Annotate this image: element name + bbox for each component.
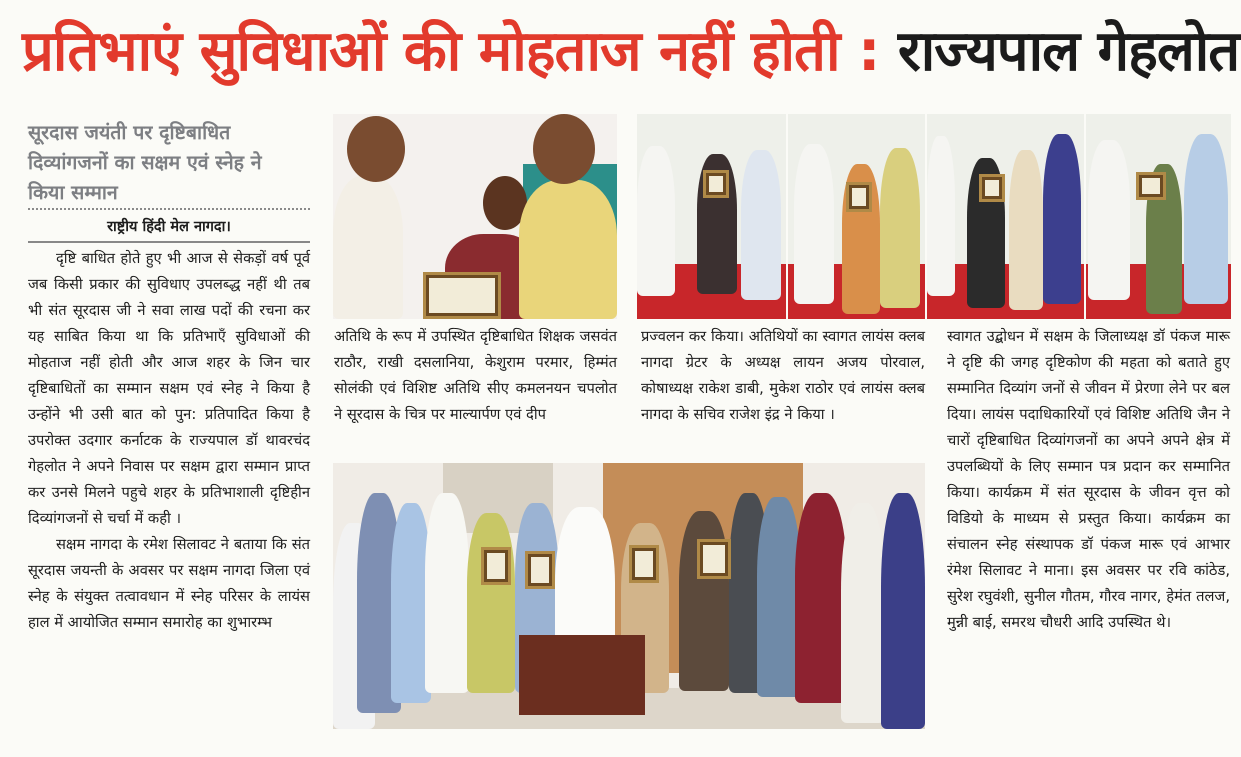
person-figure bbox=[881, 493, 925, 729]
certificate-frame bbox=[481, 547, 511, 585]
person-figure bbox=[333, 176, 403, 319]
person-figure bbox=[795, 493, 847, 703]
subheadline-line: किया सम्मान bbox=[28, 181, 118, 204]
byline: राष्ट्रीय हिंदी मेल नागदा। bbox=[107, 219, 231, 235]
headline bbox=[22, 8, 1240, 96]
award-presentation-photo bbox=[333, 114, 617, 319]
felicitation-photo-4 bbox=[1086, 114, 1231, 319]
certificate-frame bbox=[697, 539, 731, 579]
person-figure bbox=[519, 180, 617, 319]
certificate-frame bbox=[629, 545, 659, 583]
center-table bbox=[519, 635, 645, 715]
article-column-1 bbox=[28, 246, 310, 636]
certificate-frame bbox=[846, 182, 872, 212]
person-head bbox=[347, 116, 405, 182]
person-figure bbox=[880, 148, 920, 308]
felicitation-photo-1 bbox=[637, 114, 786, 319]
headline-black-part: राज्यपाल गेहलोत bbox=[897, 19, 1240, 84]
certificate-frame bbox=[979, 174, 1005, 202]
paragraph: प्रज्वलन कर किया। अतिथियों का स्वागत लायंस क्लब नागदा ग्रेटर के अध्यक्ष लायन अजय पोरवाल, कोषाध्यक्ष राकेश डाबी, मुकेश राठोर एवं लायंस क्लब नागदा के सचिव राजेश इंद्र ने किया । bbox=[641, 328, 925, 423]
person-figure bbox=[794, 144, 834, 304]
paragraph: स्वागत उद्बोधन में सक्षम के जिलाध्यक्ष डॉ पंकज मारू ने दृष्टि की जगह दृष्टिकोण की महता को बताते हुए सम्मानित दिव्यांग जनों से जीवन में प्रेरणा लेने पर बल दिया। लायंस पदाधिकारियों एवं विशिष्ट अतिथि जैन ने चारों दृष्टिबाधित दिव्यांगजनों का अपने अपने क्षेत्र में उपलब्धियों के लिए सम्मान पत्र प्रदान कर सम्मानित किया। कार्यक्रम में संत सूरदास के जीवन वृत्त को विडियो के माध्यम से प्रस्तुत किया। कार्यक्रम का संचालन स्नेह संस्थापक डॉ पंकज मारू एवं आभार रंमेश सिलावट ने माना। इस अवसर पर रवि कांठेड, सुरेश रघुवंशी, सुनील गौतम, गौरव नागर, हेमंत तलज, मुन्नी बाई, समरथ चौधरी आदि उपस्थित थे। bbox=[947, 328, 1230, 631]
divider bbox=[28, 241, 310, 243]
person-figure bbox=[741, 150, 781, 300]
felicitation-photo-2 bbox=[788, 114, 925, 319]
headline-red-part: प्रतिभाएं सुविधाओं की मोहताज नहीं होती : bbox=[22, 19, 898, 84]
person-figure bbox=[425, 493, 469, 693]
certificate-frame bbox=[525, 551, 555, 589]
person-figure bbox=[841, 503, 885, 723]
person-figure bbox=[1043, 134, 1081, 304]
dotted-divider bbox=[28, 208, 310, 210]
subheadline bbox=[28, 118, 318, 208]
group-photo-with-governor bbox=[333, 463, 925, 729]
person-figure bbox=[637, 146, 675, 296]
person-head bbox=[533, 114, 595, 184]
article-column-2 bbox=[334, 324, 617, 428]
article-column-3 bbox=[641, 324, 925, 428]
person-figure bbox=[1009, 150, 1043, 310]
person-figure bbox=[927, 136, 955, 296]
article-column-4 bbox=[947, 324, 1230, 636]
subheadline-line: दिव्यांगजनों का सक्षम एवं स्नेह ने bbox=[28, 151, 262, 174]
person-figure bbox=[1088, 140, 1130, 300]
subheadline-line: सूरदास जयंती पर दृष्टिबाधित bbox=[28, 121, 231, 144]
paragraph: दृष्टि बाधित होते हुए भी आज से सेकड़ों वर्ष पूर्व जब किसी प्रकार की सुविधाए उपलब्द्ध नहीं थी तब भी संत सूरदास जी ने सवा लाख पदों की रचना कर यह साबित किया था कि प्रतिभाएँ सुविधाओं की मोहताज नहीं होती और आज शहर के जिन चार दृष्टिबाधितों का सम्मान सक्षम एवं स्नेह ने किया है उन्होंने भी उसी बात को पुन: प्रतिपादित किया है उपरोक्त उदगार कर्नाटक के राज्यपाल डॉ थावरचंद गेहलोत ने अपने निवास पर सक्षम द्वारा सम्मान प्राप्त कर उनसे मिलने पहुचे शहर के प्रतिभाशाली दृष्टिहीन दिव्यांगजनों से चर्चा में कही । bbox=[28, 250, 310, 527]
person-figure bbox=[1184, 134, 1228, 304]
person-figure bbox=[679, 511, 729, 691]
certificate-frame bbox=[1136, 172, 1166, 200]
certificate-frame bbox=[423, 272, 501, 319]
paragraph: अतिथि के रूप में उपस्थित दृष्टिबाधित शिक्षक जसवंत राठौर, राखी दसलानिया, केशुराम परमार, हिम्मंत सोलंकी एवं विशिष्ट अतिथि सीए कमलनयन चपलोत ने सूरदास के चित्र पर माल्यार्पण एवं दीप bbox=[334, 328, 617, 423]
certificate-frame bbox=[703, 170, 729, 198]
felicitation-photo-3 bbox=[927, 114, 1084, 319]
person-figure bbox=[467, 513, 515, 693]
paragraph: सक्षम नागदा के रमेश सिलावट ने बताया कि संत सूरदास जयन्ती के अवसर पर सक्षम नागदा जिला एवं स्नेह के संयुक्त तत्वावधान में स्नेह परिसर के लायंस हाल में आयोजित सम्मान समारोह का शुभारम्भ bbox=[28, 536, 310, 631]
